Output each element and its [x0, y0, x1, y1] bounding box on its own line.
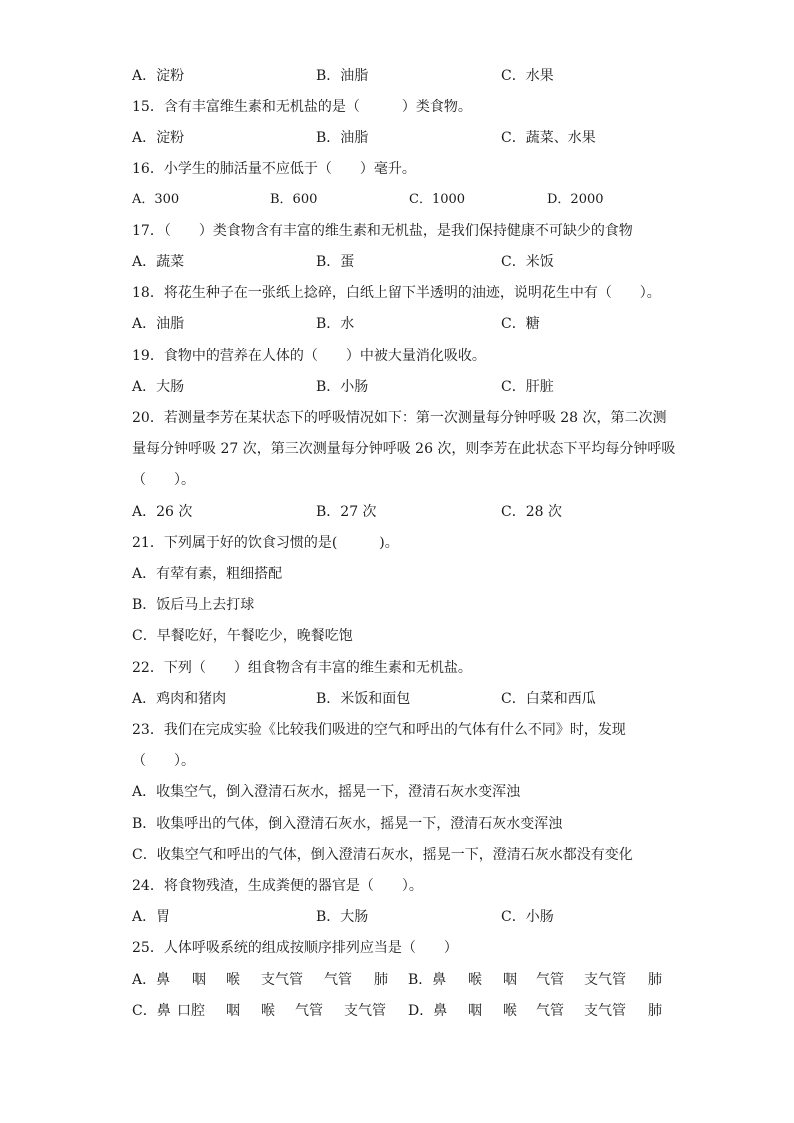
q21-option-a: A．有荤有素，粗细搭配	[132, 566, 283, 582]
q25-option-c-part: 喉	[261, 1003, 275, 1019]
q25-option-d-part: 气管	[536, 1003, 564, 1019]
q14-option-c: C．水果	[501, 68, 554, 84]
q25-option-b-part: 气管	[536, 972, 564, 988]
q25-option-b-part: 支气管	[584, 972, 626, 988]
q21-option-c: C．早餐吃好，午餐吃少，晚餐吃饱	[132, 628, 353, 644]
q20-option-c: C．28 次	[501, 504, 562, 520]
q22-option-a: A．鸡肉和猪肉	[132, 691, 227, 707]
q16-option-d: D．2000	[547, 192, 604, 207]
q25-option-c-part: 咽	[226, 1003, 240, 1019]
q20-option-b: B．27 次	[316, 504, 377, 520]
q25-option-c-part: 口腔	[177, 1003, 205, 1019]
q15-option-c: C．蔬菜、水果	[501, 130, 596, 146]
q15-stem: 15．含有丰富维生素和无机盐的是（ ）类食物。	[132, 99, 472, 115]
q25-option-a-part: 气管	[324, 972, 352, 988]
q25-option-b-part: 喉	[468, 972, 482, 988]
q20-stem-line2: 量每分钟呼吸 27 次，第三次测量每分钟呼吸 26 次，则李芳在此状态下平均每分钟呼吸	[132, 441, 676, 457]
q25-option-c-part: 支气管	[344, 1003, 386, 1019]
q17-option-b: B．蛋	[316, 254, 355, 270]
q25-option-c-part: C．鼻	[132, 1003, 171, 1019]
q20-stem-line3: （ ）。	[132, 472, 195, 488]
q25-option-a-part: 咽	[192, 972, 206, 988]
q16-stem: 16．小学生的肺活量不应低于（ ）毫升。	[132, 161, 416, 177]
q24-option-a: A．胃	[132, 909, 171, 925]
q23-option-c: C．收集空气和呼出的气体，倒入澄清石灰水，摇晃一下，澄清石灰水都没有变化	[132, 847, 633, 863]
q22-option-b: B．米饭和面包	[316, 691, 411, 707]
q16-option-c: C．1000	[409, 192, 466, 207]
q16-option-a: A．300	[132, 192, 180, 207]
q25-option-b-part: 咽	[503, 972, 517, 988]
q25-option-d-part: 喉	[503, 1003, 517, 1019]
q17-option-a: A．蔬菜	[132, 254, 185, 270]
q19-stem: 19．食物中的营养在人体的（ ）中被大量消化吸收。	[132, 348, 486, 364]
q14-option-a: A．淀粉	[132, 68, 185, 84]
q25-stem: 25．人体呼吸系统的组成按顺序排列应当是（ ）	[132, 940, 458, 956]
q25-option-a-part: 肺	[374, 972, 388, 988]
q19-option-b: B．小肠	[316, 379, 369, 395]
q25-option-a-part: 喉	[226, 972, 240, 988]
q14-option-b: B．油脂	[316, 68, 369, 84]
q19-option-a: A．大肠	[132, 379, 185, 395]
q21-stem: 21．下列属于好的饮食习惯的是( )。	[132, 535, 399, 551]
q20-stem-line1: 20．若测量李芳在某状态下的呼吸情况如下：第一次测量每分钟呼吸 28 次，第二次测	[132, 410, 667, 426]
q17-option-c: C．米饭	[501, 254, 554, 270]
q25-option-c-part: 气管	[295, 1003, 323, 1019]
q20-option-a: A．26 次	[132, 504, 193, 520]
q25-option-d-part: D．鼻	[408, 1003, 448, 1019]
q18-option-a: A．油脂	[132, 316, 185, 332]
q15-option-b: B．油脂	[316, 130, 369, 146]
q24-option-c: C．小肠	[501, 909, 554, 925]
q25-option-b-part: 肺	[648, 972, 662, 988]
q25-option-d-part: 咽	[468, 1003, 482, 1019]
q23-option-b: B．收集呼出的气体，倒入澄清石灰水，摇晃一下，澄清石灰水变浑浊	[132, 816, 563, 832]
q22-stem: 22．下列（ ）组食物含有丰富的维生素和无机盐。	[132, 660, 472, 676]
q25-option-a-part: A．鼻	[132, 972, 171, 988]
q21-option-b: B．饭后马上去打球	[132, 597, 255, 613]
q25-option-a-part: 支气管	[261, 972, 303, 988]
q25-option-d-part: 支气管	[584, 1003, 626, 1019]
q15-option-a: A．淀粉	[132, 130, 185, 146]
q23-stem-line2: （ ）。	[132, 753, 195, 769]
q19-option-c: C．肝脏	[501, 379, 554, 395]
q25-option-b-part: B．鼻	[408, 972, 447, 988]
q23-stem-line1: 23．我们在完成实验《比较我们吸进的空气和呼出的气体有什么不同》时，发现	[132, 722, 626, 738]
q23-option-a: A．收集空气，倒入澄清石灰水，摇晃一下，澄清石灰水变浑浊	[132, 784, 521, 800]
q18-stem: 18．将花生种子在一张纸上捻碎，白纸上留下半透明的油迹，说明花生中有（ ）。	[132, 285, 661, 301]
q16-option-b: B．600	[270, 192, 318, 207]
q25-option-d-part: 肺	[648, 1003, 662, 1019]
q18-option-c: C．糖	[501, 316, 540, 332]
q22-option-c: C．白菜和西瓜	[501, 691, 596, 707]
q24-stem: 24．将食物残渣，生成粪便的器官是（ ）。	[132, 878, 423, 894]
q18-option-b: B．水	[316, 316, 355, 332]
q17-stem: 17．（ ）类食物含有丰富的维生素和无机盐，是我们保持健康不可缺少的食物	[132, 223, 633, 239]
q24-option-b: B．大肠	[316, 909, 369, 925]
